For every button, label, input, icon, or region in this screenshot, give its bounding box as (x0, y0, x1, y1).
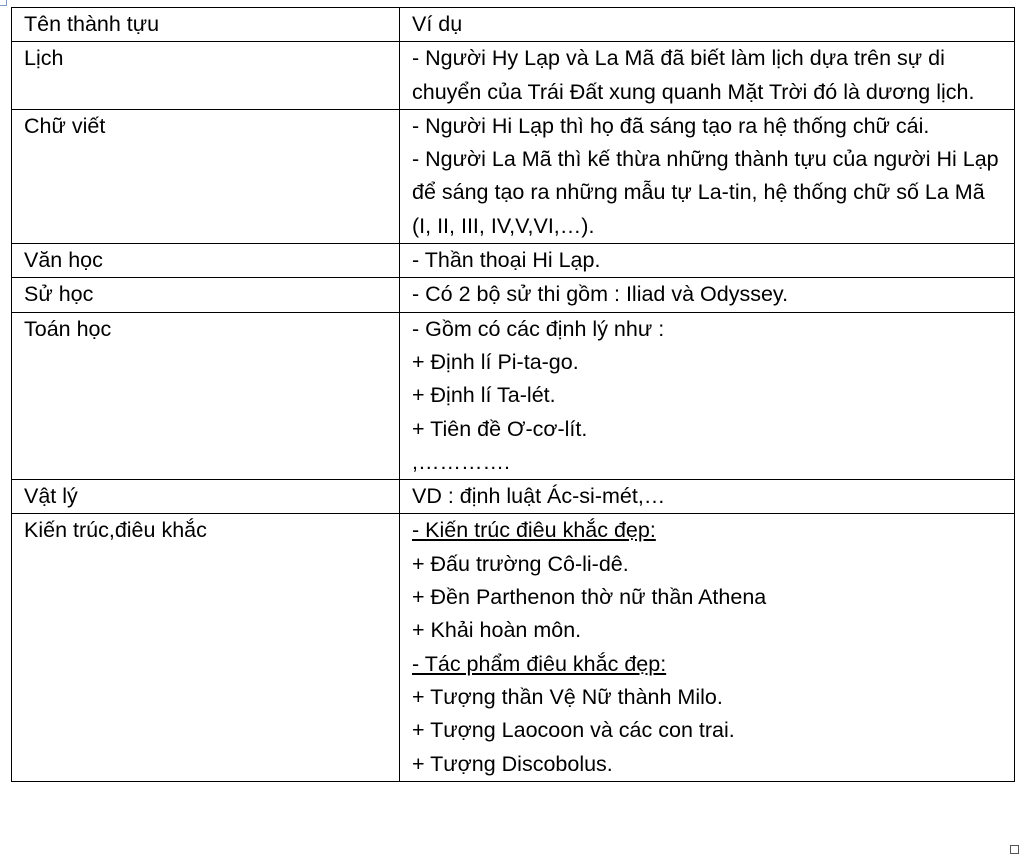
example-subheading: - Tác phẩm điêu khắc đẹp: (412, 651, 667, 676)
achievement-name: Chữ viết (12, 109, 400, 243)
table-row (12, 480, 1015, 514)
achievements-table (11, 7, 1015, 782)
header-achievement-name: Tên thành tựu (12, 8, 400, 42)
table-anchor-mark (0, 0, 7, 6)
example-line: - Gồm có các định lý như : (412, 316, 665, 341)
example-line: + Định lí Ta-lét. (412, 383, 556, 408)
example-line: ,…………. (412, 449, 510, 474)
example-cell (400, 480, 1015, 514)
achievement-name: Vật lý (12, 480, 400, 514)
example-line: + Tượng thần Vệ Nữ thành Milo. (412, 684, 723, 709)
example-line: + Tiên đề Ơ-cơ-lít. (412, 416, 588, 441)
header-example: Ví dụ (400, 8, 1015, 42)
table-row (12, 312, 1015, 479)
table-row (12, 42, 1015, 110)
example-cell (400, 42, 1015, 110)
achievement-name: Toán học (12, 312, 400, 479)
achievement-name: Văn học (12, 244, 400, 278)
table-resize-handle[interactable] (1010, 845, 1019, 854)
example-cell (400, 244, 1015, 278)
example-line: - Có 2 bộ sử thi gồm : Iliad và Odyssey. (412, 282, 789, 307)
table-row (12, 244, 1015, 278)
example-cell (400, 312, 1015, 479)
example-line: - Người La Mã thì kế thừa những thành tựu của người Hi Lạp để sáng tạo ra những mẫu tự La-tin, hệ thống chữ số La Mã (I, II, III, IV,V,VI,…). (412, 147, 999, 238)
example-line: + Tượng Laocoon và các con trai. (412, 718, 735, 743)
example-line: - Người Hy Lạp và La Mã đã biết làm lịch dựa trên sự di chuyển của Trái Đất xung quanh Mặt Trời đó là dương lịch. (412, 46, 975, 104)
example-line: VD : định luật Ác-si-mét,… (412, 484, 666, 509)
table-header-row (12, 8, 1015, 42)
example-line: + Đấu trường Cô-li-dê. (412, 551, 629, 576)
example-cell (400, 514, 1015, 781)
table-row (12, 514, 1015, 781)
example-line: + Định lí Pi-ta-go. (412, 349, 579, 374)
example-line: - Người Hi Lạp thì họ đã sáng tạo ra hệ thống chữ cái. (412, 113, 930, 138)
example-line: + Tượng Discobolus. (412, 751, 613, 776)
achievement-name: Sử học (12, 278, 400, 312)
table-row (12, 109, 1015, 243)
table-row (12, 278, 1015, 312)
example-line: + Đền Parthenon thờ nữ thần Athena (412, 585, 767, 610)
example-line: + Khải hoàn môn. (412, 618, 582, 643)
example-cell (400, 109, 1015, 243)
example-line: - Thần thoại Hi Lạp. (412, 248, 601, 273)
achievement-name: Lịch (12, 42, 400, 110)
achievement-name: Kiến trúc,điêu khắc (12, 514, 400, 781)
example-cell (400, 278, 1015, 312)
example-subheading: - Kiến trúc điêu khắc đẹp: (412, 518, 656, 543)
